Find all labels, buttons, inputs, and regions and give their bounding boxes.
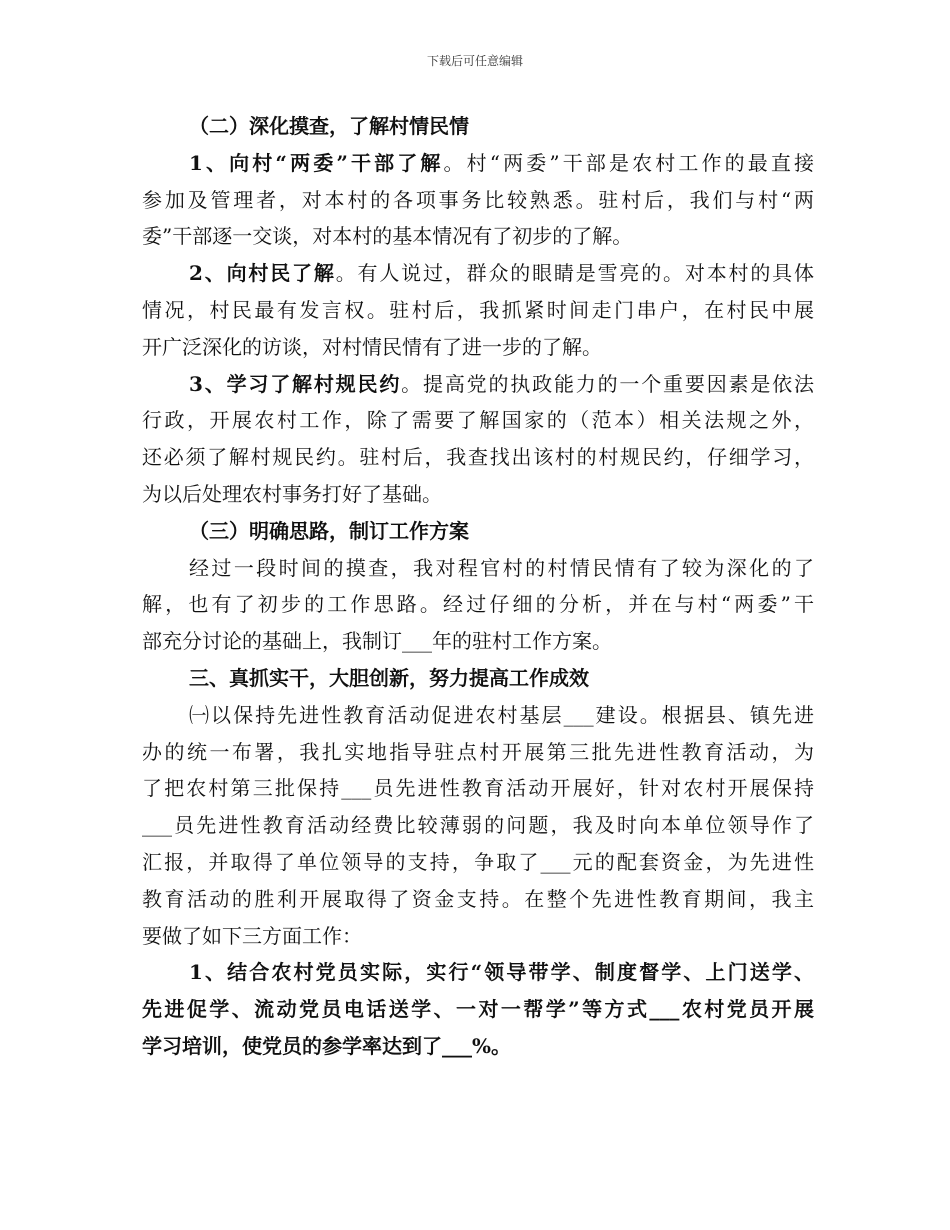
- body-text: 委”干部逐一交谈，对本村的基本情况有了初步的了解。: [142, 224, 633, 249]
- body-text: 参加及管理者，对本村的各项事务比较熟悉。驻村后，我们与村“两: [142, 187, 814, 212]
- body-text: 部充分讨论的基础上，我制订___年的驻村工作方案。: [142, 629, 612, 654]
- body-text: 了把农村第三批保持___员先进性教育活动开展好，针对农村开展保持: [142, 776, 814, 801]
- bold-text: 先进促学、流动党员电话送学、一对一帮学”等方式___农村党员开展: [142, 997, 814, 1022]
- text-line: [142, 255, 814, 292]
- text-line: [142, 1028, 814, 1065]
- bold-text: 三、真抓实干，大胆创新，努力提高工作成效: [189, 665, 589, 690]
- bold-text: （三）明确思路，制订工作方案: [189, 518, 469, 543]
- bold-text: 1、向村“两委”干部了解: [189, 150, 444, 175]
- text-line: [142, 807, 814, 844]
- bold-text: 学习培训，使党员的参学率达到了___%。: [142, 1033, 512, 1058]
- bold-text: （二）深化摸查，了解村情民情: [189, 114, 469, 138]
- body-text: 经过一段时间的摸查，我对程官村的村情民情有了较为深化的了: [189, 555, 814, 580]
- text-line: [142, 881, 814, 918]
- text-line: [142, 329, 814, 366]
- body-text: 。有人说过，群众的眼睛是雪亮的。对本村的具体: [335, 261, 814, 286]
- body-text: 为以后处理农村事务打好了基础。: [142, 481, 442, 506]
- body-text: 情况，村民最有发言权。驻村后，我抓紧时间走门串户，在村民中展: [142, 297, 814, 322]
- document-body: [142, 108, 814, 1065]
- body-text: 要做了如下三方面工作：: [142, 923, 362, 948]
- body-text: 还必须了解村规民约。驻村后，我查找出该村的村规民约，仔细学习，: [142, 445, 814, 470]
- body-text: 行政，开展农村工作，除了需要了解国家的（范本）相关法规之外，: [142, 408, 814, 433]
- text-line: [142, 439, 814, 476]
- text-line: [142, 697, 814, 734]
- text-line: [142, 586, 814, 623]
- text-line: [142, 734, 814, 771]
- text-line: [142, 623, 814, 660]
- text-line: [142, 844, 814, 881]
- text-line: [142, 550, 814, 587]
- body-text: 开广泛深化的访谈，对村情民情有了进一步的了解。: [142, 334, 602, 359]
- text-line: [142, 660, 814, 697]
- text-line: [142, 476, 814, 513]
- body-text: 。提高党的执政能力的一个重要因素是依法: [401, 371, 815, 396]
- body-text: ___员先进性教育活动经费比较薄弱的问题，我及时向本单位领导作了: [142, 813, 814, 838]
- text-line: [142, 918, 814, 955]
- text-line: [142, 770, 814, 807]
- bold-text: 3、学习了解村规民约: [189, 371, 402, 396]
- text-line: [142, 182, 814, 219]
- text-line: [142, 991, 814, 1028]
- text-line: [142, 513, 814, 550]
- bold-text: 1、结合农村党员实际，实行“领导带学、制度督学、上门送学、: [189, 960, 814, 985]
- text-line: [142, 108, 814, 145]
- bold-text: 2、向村民了解: [189, 261, 336, 286]
- text-line: [142, 218, 814, 255]
- page-header-note: 下载后可任意编辑: [426, 54, 523, 68]
- text-line: [142, 292, 814, 329]
- text-line: [142, 366, 814, 403]
- text-line: [142, 145, 814, 182]
- body-text: 办的统一布署，我扎实地指导驻点村开展第三批先进性教育活动，为: [142, 739, 814, 764]
- body-text: 。村“两委”干部是农村工作的最直接: [443, 150, 814, 175]
- body-text: 汇报，并取得了单位领导的支持，争取了___元的配套资金，为先进性: [142, 849, 814, 874]
- text-line: [142, 402, 814, 439]
- text-line: [142, 954, 814, 991]
- body-text: 解，也有了初步的工作思路。经过仔细的分析，并在与村“两委”干: [142, 592, 814, 617]
- body-text: 教育活动的胜利开展取得了资金支持。在整个先进性教育期间，我主: [142, 886, 814, 911]
- body-text: ㈠以保持先进性教育活动促进农村基层___建设。根据县、镇先进: [189, 702, 814, 727]
